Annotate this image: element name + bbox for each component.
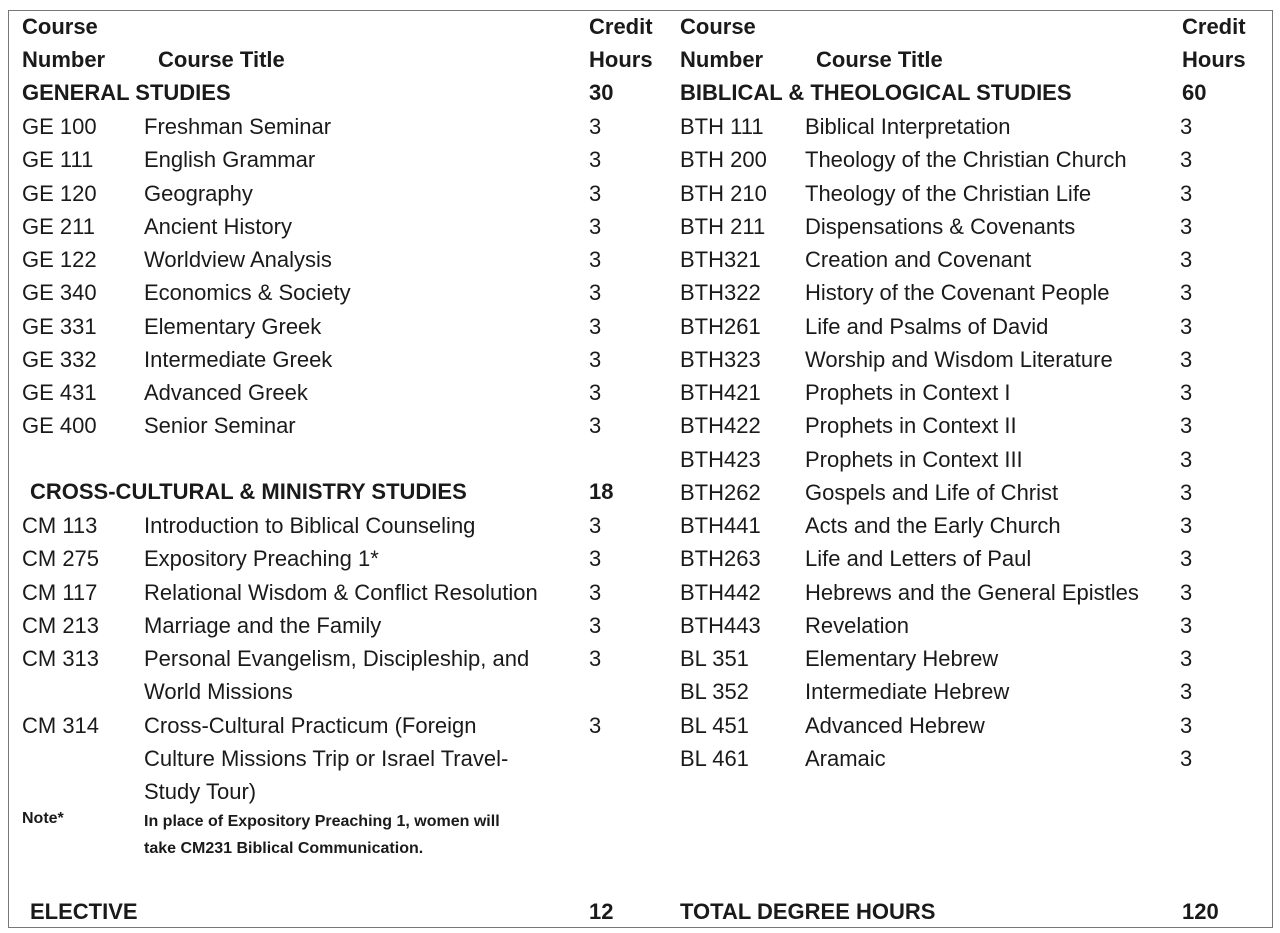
course-number: BTH423	[680, 446, 761, 472]
credit-hours: 3	[589, 346, 602, 372]
course-title: Worship and Wisdom Literature	[805, 346, 1113, 372]
header-credit-right: Credit	[1182, 14, 1246, 39]
course-title: Acts and the Early Church	[805, 513, 1061, 538]
course-number: BTH422	[680, 413, 761, 439]
course-title: World Missions	[144, 679, 293, 705]
course-title: Elementary Greek	[144, 313, 322, 339]
course-number: CM 113	[22, 513, 98, 538]
header-credit-left: Credit	[589, 14, 653, 39]
credit-hours: 3	[589, 612, 602, 638]
credit-hours: 3	[1180, 513, 1193, 538]
credit-hours: 3	[1180, 346, 1193, 372]
course-number: BTH421	[680, 380, 761, 405]
credit-hours: 3	[1180, 745, 1193, 771]
credit-hours: 3	[1180, 213, 1193, 239]
course-title: Personal Evangelism, Discipleship, and	[144, 646, 530, 671]
course-number: BTH443	[680, 612, 761, 638]
course-title: Ancient History	[144, 213, 292, 239]
course-title: Marriage and the Family	[144, 612, 382, 638]
course-title: Culture Missions Trip or Israel Travel-	[144, 745, 509, 771]
header-title-right: Course Title	[816, 47, 943, 72]
credit-hours: 3	[1180, 612, 1193, 638]
course-title: Theology of the Christian Life	[805, 180, 1092, 206]
note-line-2: take CM231 Biblical Communication.	[144, 840, 424, 857]
course-title: Prophets in Context III	[805, 446, 1023, 472]
credit-hours: 3	[589, 579, 602, 605]
course-title: Revelation	[805, 612, 909, 638]
credit-hours: 3	[1180, 546, 1193, 572]
general-studies-heading: GENERAL STUDIES	[22, 80, 231, 105]
course-number: BTH263	[680, 546, 761, 572]
course-number: GE 340	[22, 280, 97, 306]
course-number: GE 331	[22, 313, 97, 339]
credit-hours: 3	[1180, 313, 1193, 339]
course-title: Life and Letters of Paul	[805, 546, 1032, 572]
course-number: BTH261	[680, 313, 761, 339]
credit-hours: 3	[1180, 380, 1193, 405]
course-number: BL 351	[680, 646, 749, 671]
elective-hours: 12	[589, 899, 614, 924]
course-number: GE 100	[22, 114, 97, 139]
course-number: BTH 111	[680, 114, 764, 139]
course-title: History of the Covenant People	[805, 280, 1110, 306]
credit-hours: 3	[1180, 413, 1193, 439]
course-title: Prophets in Context II	[805, 413, 1017, 439]
course-title: Dispensations & Covenants	[805, 213, 1076, 239]
elective-label: ELECTIVE	[30, 899, 138, 924]
course-number: GE 122	[22, 247, 97, 272]
credit-hours: 3	[589, 712, 602, 738]
header-title-left: Course Title	[158, 47, 285, 72]
credit-hours: 3	[589, 546, 602, 572]
course-number: GE 120	[22, 180, 97, 206]
credit-hours: 3	[589, 413, 602, 439]
course-number: GE 111	[22, 147, 94, 173]
course-title: Intermediate Hebrew	[805, 679, 1010, 705]
course-title: Biblical Interpretation	[805, 114, 1011, 139]
biblical-heading: BIBLICAL & THEOLOGICAL STUDIES	[680, 80, 1072, 105]
course-title: Prophets in Context I	[805, 380, 1011, 405]
header-course-left: Course	[22, 14, 98, 39]
course-title: Intermediate Greek	[144, 346, 333, 372]
course-number: BTH323	[680, 346, 761, 372]
credit-hours: 3	[1180, 147, 1193, 173]
course-title: Life and Psalms of David	[805, 313, 1049, 339]
cross-cultural-hours: 18	[589, 479, 614, 504]
course-number: CM 313	[22, 646, 100, 671]
course-title: Aramaic	[805, 745, 886, 771]
header-hours-left: Hours	[589, 47, 653, 72]
credit-hours: 3	[589, 313, 602, 339]
course-number: CM 213	[22, 612, 100, 638]
course-number: GE 400	[22, 413, 97, 439]
course-number: CM 275	[22, 546, 100, 572]
course-title: Relational Wisdom & Conflict Resolution	[144, 579, 538, 605]
course-title: Theology of the Christian Church	[805, 147, 1127, 173]
course-title: Expository Preaching 1*	[144, 546, 379, 572]
credit-hours: 3	[589, 380, 602, 405]
credit-hours: 3	[589, 213, 602, 239]
course-number: BL 451	[680, 712, 749, 738]
credit-hours: 3	[1180, 247, 1193, 272]
note-line-1: In place of Expository Preaching 1, women will	[144, 813, 500, 830]
header-number-left: Number	[22, 47, 106, 72]
course-number: BTH441	[680, 513, 761, 538]
course-title: Freshman Seminar	[144, 114, 332, 139]
course-number: GE 431	[22, 380, 97, 405]
course-title: Geography	[144, 180, 253, 206]
cross-cultural-heading: CROSS-CULTURAL & MINISTRY STUDIES	[30, 479, 467, 504]
course-number: CM 117	[22, 579, 98, 605]
course-title: English Grammar	[144, 147, 316, 173]
credit-hours: 3	[589, 646, 602, 671]
course-number: GE 332	[22, 346, 97, 372]
credit-hours: 3	[1180, 114, 1193, 139]
credit-hours: 3	[589, 114, 602, 139]
course-title: Gospels and Life of Christ	[805, 479, 1059, 505]
course-title: Study Tour)	[144, 779, 257, 804]
credit-hours: 3	[1180, 679, 1193, 705]
course-number: BTH 211	[680, 213, 766, 239]
credit-hours: 3	[1180, 479, 1193, 505]
credit-hours: 3	[589, 247, 602, 272]
course-number: GE 211	[22, 213, 95, 239]
course-number: BTH321	[680, 247, 761, 272]
note-label: Note*	[22, 810, 64, 827]
general-studies-hours: 30	[589, 80, 614, 105]
course-number: BTH322	[680, 280, 761, 306]
credit-hours: 3	[1180, 446, 1193, 472]
course-number: BTH 200	[680, 147, 767, 173]
credit-hours: 3	[1180, 579, 1193, 605]
credit-hours: 3	[589, 180, 602, 206]
credit-hours: 3	[589, 147, 602, 173]
course-number: CM 314	[22, 712, 100, 738]
credit-hours: 3	[1180, 180, 1193, 206]
course-title: Introduction to Biblical Counseling	[144, 513, 476, 538]
header-course-right: Course	[680, 14, 756, 39]
course-title: Creation and Covenant	[805, 247, 1032, 272]
course-title: Cross-Cultural Practicum (Foreign	[144, 712, 477, 738]
course-title: Hebrews and the General Epistles	[805, 579, 1139, 605]
course-title: Economics & Society	[144, 280, 351, 306]
course-title: Advanced Hebrew	[805, 712, 985, 738]
course-number: BTH262	[680, 479, 761, 505]
total-label: TOTAL DEGREE HOURS	[680, 899, 936, 924]
credit-hours: 3	[1180, 712, 1193, 738]
course-title: Senior Seminar	[144, 413, 296, 439]
biblical-hours: 60	[1182, 80, 1207, 105]
course-title: Worldview Analysis	[144, 247, 332, 272]
credit-hours: 3	[1180, 280, 1193, 306]
course-title: Elementary Hebrew	[805, 646, 999, 671]
credit-hours: 3	[589, 513, 602, 538]
header-number-right: Number	[680, 47, 764, 72]
credit-hours: 3	[1180, 646, 1193, 671]
header-hours-right: Hours	[1182, 47, 1246, 72]
total-hours: 120	[1182, 899, 1219, 924]
course-number: BL 461	[680, 745, 749, 771]
course-title: Advanced Greek	[144, 380, 308, 405]
course-number: BTH 210	[680, 180, 767, 206]
credit-hours: 3	[589, 280, 602, 306]
course-number: BTH442	[680, 579, 761, 605]
course-number: BL 352	[680, 679, 749, 705]
